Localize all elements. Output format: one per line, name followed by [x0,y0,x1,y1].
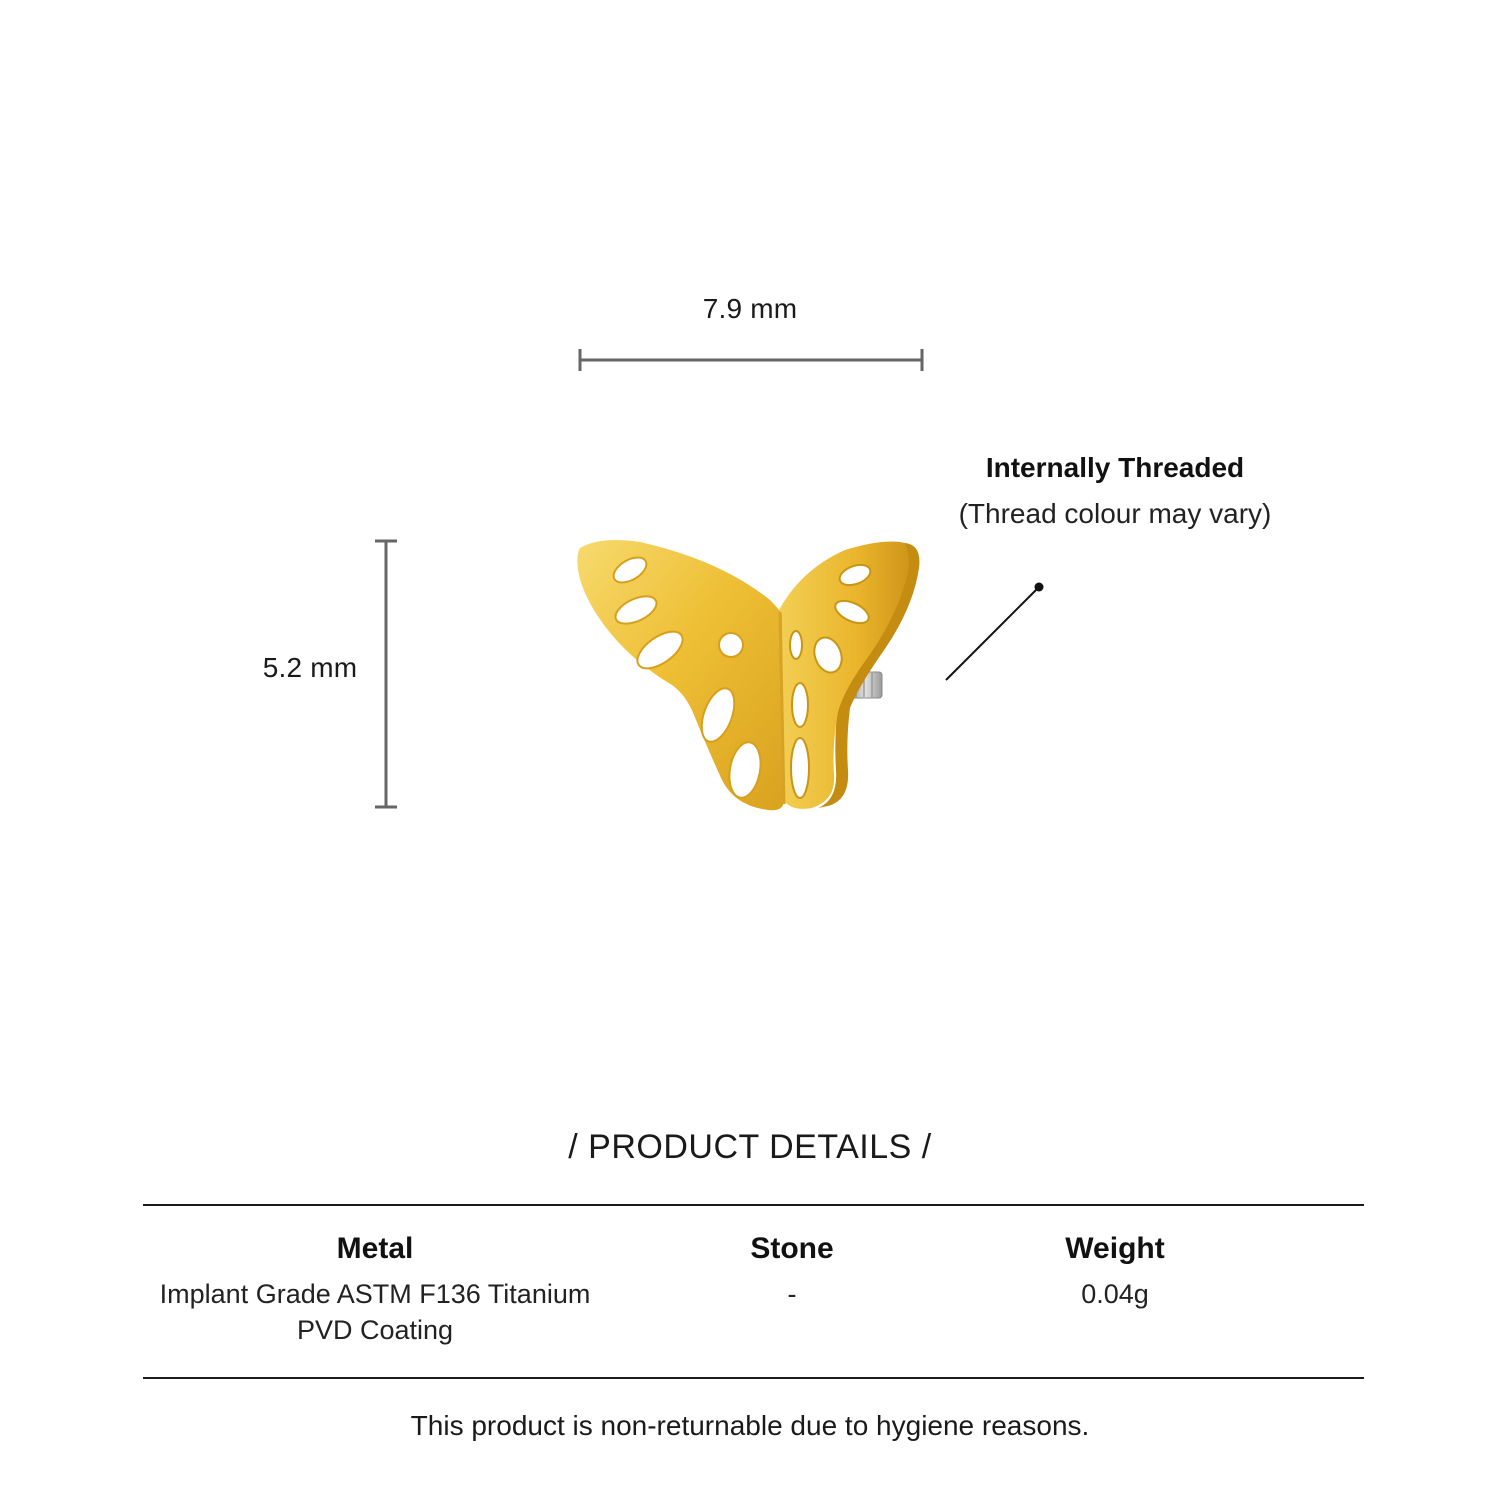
thread-callout-note: (Thread colour may vary) [958,498,1272,529]
details-top-divider [143,1204,1364,1206]
weight-header: Weight [1065,1232,1165,1265]
metal-value-line-2: PVD Coating [296,1315,454,1345]
thread-callout-pointer [946,583,1044,681]
stone-value: - [787,1279,797,1309]
width-dimension-line [580,349,922,371]
stone-header: Stone [750,1232,834,1265]
details-bottom-divider [143,1377,1364,1379]
thread-callout-title: Internally Threaded [985,452,1245,483]
footer-note: This product is non-returnable due to hygiene reasons. [410,1410,1090,1441]
butterfly-icon [577,540,919,810]
metal-header: Metal [336,1232,414,1265]
width-label: 7.9 mm [702,293,798,324]
height-label: 5.2 mm [262,652,358,683]
product-details-title: / PRODUCT DETAILS / [568,1128,932,1166]
metal-value-line-1: Implant Grade ASTM F136 Titanium [159,1279,591,1309]
weight-value: 0.04g [1081,1279,1149,1309]
